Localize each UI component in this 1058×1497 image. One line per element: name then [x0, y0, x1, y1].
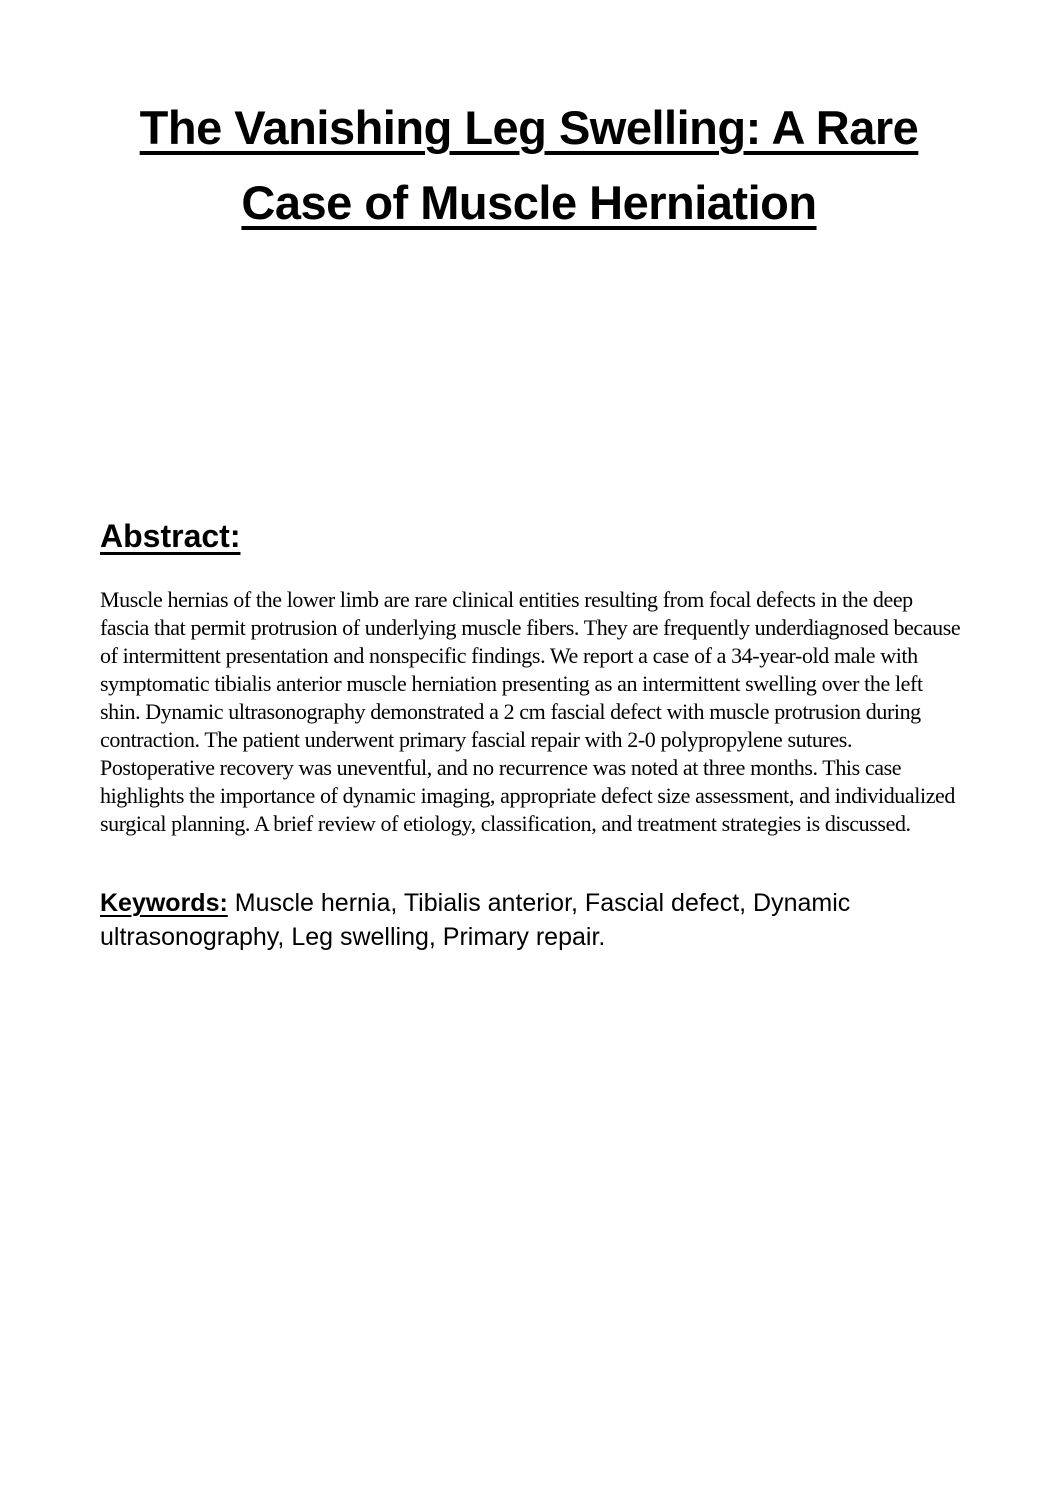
keywords-label: Keywords:	[100, 889, 228, 917]
keywords-text: Muscle hernia, Tibialis anterior, Fascial defect, Dynamic ultrasonography, Leg swelling, Primary repair.	[100, 889, 851, 951]
abstract-body: Muscle hernias of the lower limb are rare clinical entities resulting from focal defects in the deep fascia that permit protrusion of underlying muscle fibers. They are frequently underdiagnosed because of intermittent presentation and nonspecific findings. We report a case of a 34-year-old male with symptomatic tibialis anterior muscle herniation presenting as an intermittent swelling over the left shin. Dynamic ultrasonography demonstrated a 2 cm fascial defect with muscle protrusion during contraction. The patient underwent primary fascial repair with 2-0 polypropylene sutures. Postoperative recovery was uneventful, and no recurrence was noted at three months. This case highlights the importance of dynamic imaging, appropriate defect size assessment, and individualized surgical planning. A brief review of etiology, classification, and treatment strategies is discussed.	[100, 587, 961, 836]
abstract-heading: Abstract:	[100, 518, 241, 554]
paper-title: The Vanishing Leg Swelling: A Rare Case of Muscle Herniation	[139, 101, 919, 229]
keywords-line	[100, 886, 962, 954]
